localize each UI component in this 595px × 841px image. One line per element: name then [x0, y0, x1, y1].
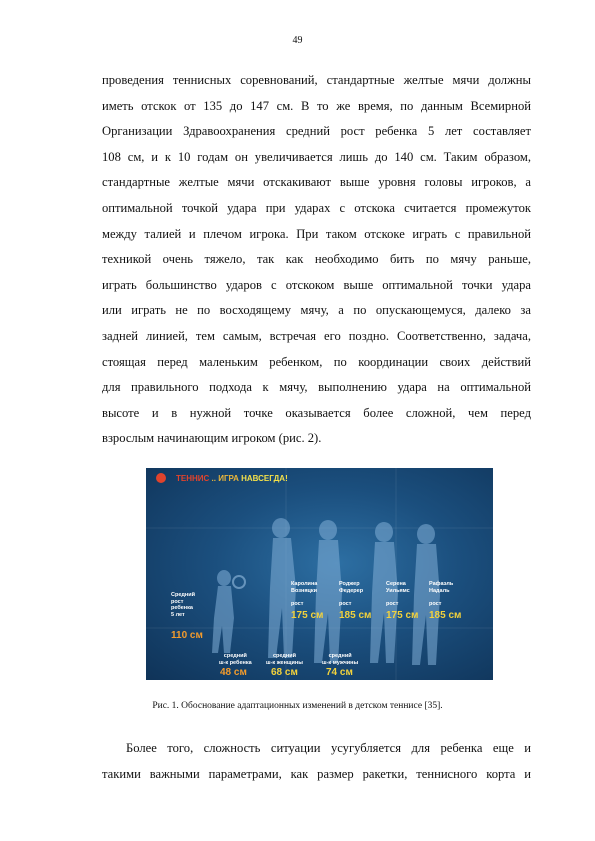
- figure-brand-text: ТЕННИС .. ИГРА НАВСЕГДА!: [176, 474, 288, 483]
- ball-logo-icon: [156, 473, 166, 483]
- text-line: играть большинство ударов с отскоком выше оптимальной точки удара: [102, 277, 531, 292]
- text-line: взрослым начинающим игроком (рис. 2).: [102, 431, 322, 446]
- figure-banner: [146, 468, 493, 490]
- figure-caption: Рис. 1. Обоснование адаптационных изменений в детском теннисе [35].: [152, 701, 443, 711]
- figure-image: [146, 468, 493, 680]
- text-line: для правильного подхода к мячу, выполнению удара на оптимальной: [102, 380, 531, 395]
- player-height-label: рост: [429, 601, 442, 607]
- text-line: техникой очень тяжело, так как необходимо бить по мячу раньше,: [102, 252, 531, 267]
- shoulder-value: 48 см: [220, 667, 247, 678]
- player-height-label: рост: [291, 601, 304, 607]
- text-line: стоящая перед маленьким ребенком, по координации своих действий: [102, 354, 531, 369]
- player-height-value: 175 см: [386, 610, 419, 621]
- paragraph-2: [102, 736, 531, 787]
- shoulder-value: 68 см: [271, 667, 298, 678]
- page-number: 49: [292, 35, 303, 46]
- text-line: стандартные желтые мячи отскакивают выше уровня головы игроков, а: [102, 175, 531, 190]
- text-line: оптимальной точкой удара при ударах с отскока считается промежуток: [102, 200, 531, 215]
- shoulder-label: средний ш-к ребенка: [219, 653, 252, 666]
- text-line: проведения теннисных соревнований, стандартные желтые мячи должны: [102, 73, 531, 87]
- text-line: Более того, сложность ситуации усугубляется для ребенка еще и: [126, 741, 531, 755]
- player-height-label: рост: [339, 601, 352, 607]
- player-height-value: 185 см: [339, 610, 372, 621]
- text-line: 108 см, и к 10 годам он увеличивается лишь до 140 см. Таким образом,: [102, 149, 531, 164]
- text-line: иметь отскок от 135 до 147 см. В то же время, по данным Всемирной: [102, 98, 531, 113]
- shoulder-value: 74 см: [326, 667, 353, 678]
- child-height-value: 110 см: [171, 630, 203, 641]
- player-height-value: 185 см: [429, 610, 462, 621]
- text-line: высоте и в нужной точке оказывается более сложной, чем перед: [102, 405, 531, 420]
- player-height-label: рост: [386, 601, 399, 607]
- player-name: Роджер Федерер: [339, 581, 364, 594]
- text-line: задней линией, тем самым, встречая его поздно. Соответственно, задача,: [102, 328, 531, 343]
- shoulder-label: средний ш-к мужчины: [322, 653, 359, 666]
- player-name: Каролина Возняцки: [291, 581, 318, 594]
- silhouettes-graphic: [146, 468, 493, 680]
- text-line: или играть не по восходящему мячу, а по опускающемуся, далеко за: [102, 303, 531, 318]
- player-height-value: 175 см: [291, 610, 324, 621]
- text-line: Организации Здравоохранения средний рост ребенка 5 лет составляет: [102, 124, 531, 139]
- text-line: такими важными параметрами, как размер ракетки, теннисного корта и: [102, 766, 531, 781]
- shoulder-label: средний ш-к женщины: [266, 653, 303, 666]
- player-name: Серена Уильямс: [386, 581, 410, 594]
- child-height-label: Средний рост ребенка 5 лет: [171, 592, 195, 618]
- player-name: Рафаэль Надаль: [429, 581, 454, 594]
- text-line: между талией и плечом игрока. При таком отскоке играть с правильной: [102, 226, 531, 241]
- paragraph-1: [102, 68, 531, 452]
